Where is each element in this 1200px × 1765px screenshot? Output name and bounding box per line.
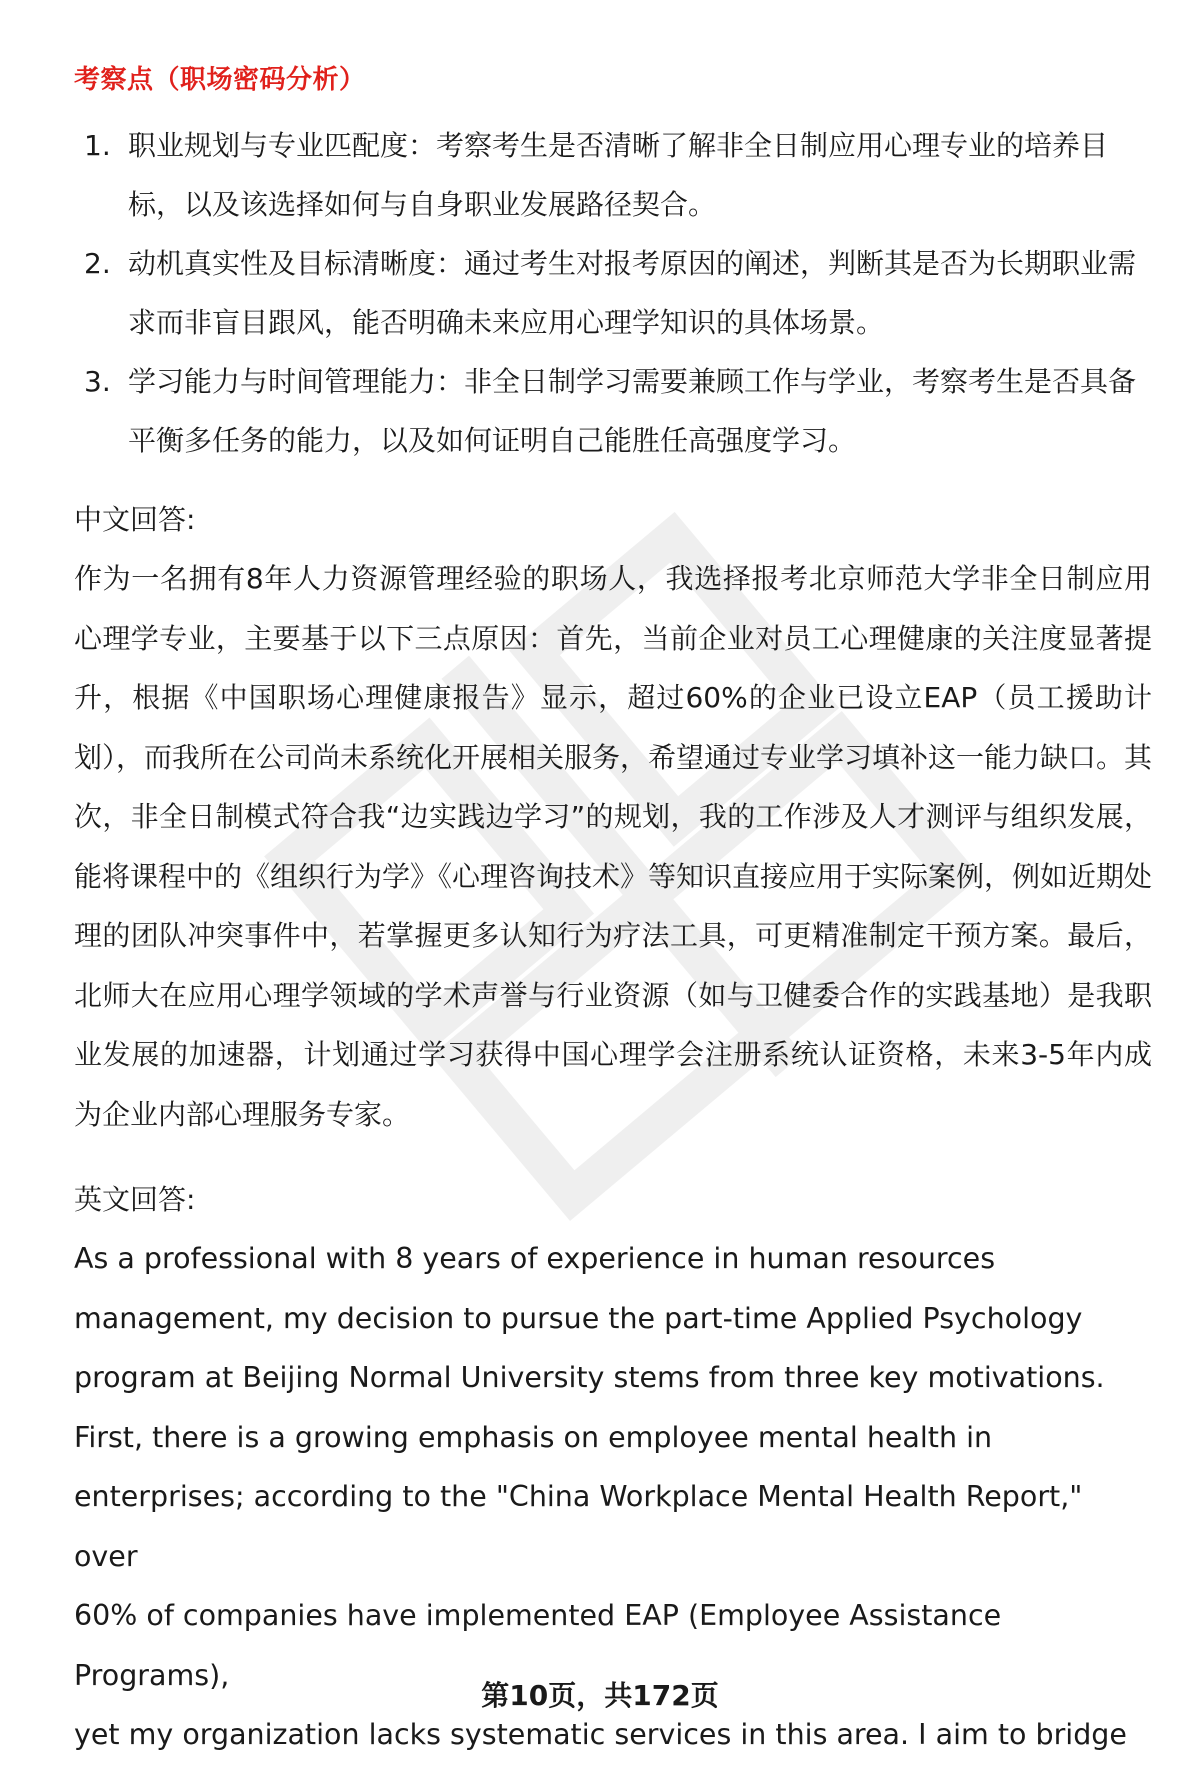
- list-item: [74, 116, 1152, 234]
- english-answer-line: First, there is a growing emphasis on employee mental health in: [74, 1420, 993, 1454]
- list-item-number: 3.: [84, 365, 111, 398]
- list-item-number: 1.: [84, 129, 111, 162]
- page-number-footer: 第10页，共172页: [481, 1679, 719, 1712]
- english-answer-line: enterprises; according to the "China Workplace Mental Health Report," over: [74, 1480, 1083, 1573]
- english-answer-line: 60% of companies have implemented EAP (Employee Assistance Programs),: [74, 1599, 1002, 1692]
- english-answer-line: management, my decision to pursue the part-time Applied Psychology: [74, 1301, 1083, 1335]
- english-answer-label: 英文回答:: [74, 1183, 196, 1216]
- english-answer-line: yet my organization lacks systematic services in this area. I aim to bridge: [74, 1718, 1127, 1751]
- english-answer-line: As a professional with 8 years of experience in human resources: [74, 1242, 996, 1275]
- list-item-text: 学习能力与时间管理能力：非全日制学习需要兼顾工作与学业，考察考生是否具备平衡多任务的能力，以及如何证明自己能胜任高强度学习。: [128, 365, 1137, 457]
- section-title: 考察点（职场密码分析）: [74, 65, 366, 95]
- list-item-text: 职业规划与专业匹配度：考察考生是否清晰了解非全日制应用心理专业的培养目标，以及该选择如何与自身职业发展路径契合。: [128, 129, 1109, 221]
- assessment-points-list: [74, 116, 1152, 470]
- english-answer-line: program at Beijing Normal University stems from three key motivations.: [74, 1361, 1105, 1394]
- chinese-answer-text: 作为一名拥有8年人力资源管理经验的职场人，我选择报考北京师范大学非全日制应用心理学专业，主要基于以下三点原因：首先，当前企业对员工心理健康的关注度显著提升，根据《中国职场心理健康报告》显示，超过60%的企业已设立EAP（员工援助计划），而我所在公司尚未系统化开展相关服务，希望通过专业学习填补这一能力缺口。其次，非全日制模式符合我“边实践边学习”的规划，我的工作涉及人才测评与组织发展，能将课程中的《组织行为学》《心理咨询技术》等知识直接应用于实际案例，例如近期处理的团队冲突事件中，若掌握更多认知行为疗法工具，可更精准制定干预方案。最后，北师大在应用心理学领域的学术声誉与行业资源（如与卫健委合作的实践基地）是我职业发展的加速器，计划通过学习获得中国心理学会注册系统认证资格，未来3-5年内成为企业内部心理服务专家。: [74, 562, 1153, 1131]
- list-item: [74, 234, 1152, 352]
- chinese-answer-label: 中文回答:: [74, 503, 196, 536]
- list-item: [74, 352, 1152, 470]
- list-item-text: 动机真实性及目标清晰度：通过考生对报考原因的阐述，判断其是否为长期职业需求而非盲目跟风，能否明确未来应用心理学知识的具体场景。: [128, 247, 1137, 339]
- list-item-number: 2.: [84, 247, 111, 280]
